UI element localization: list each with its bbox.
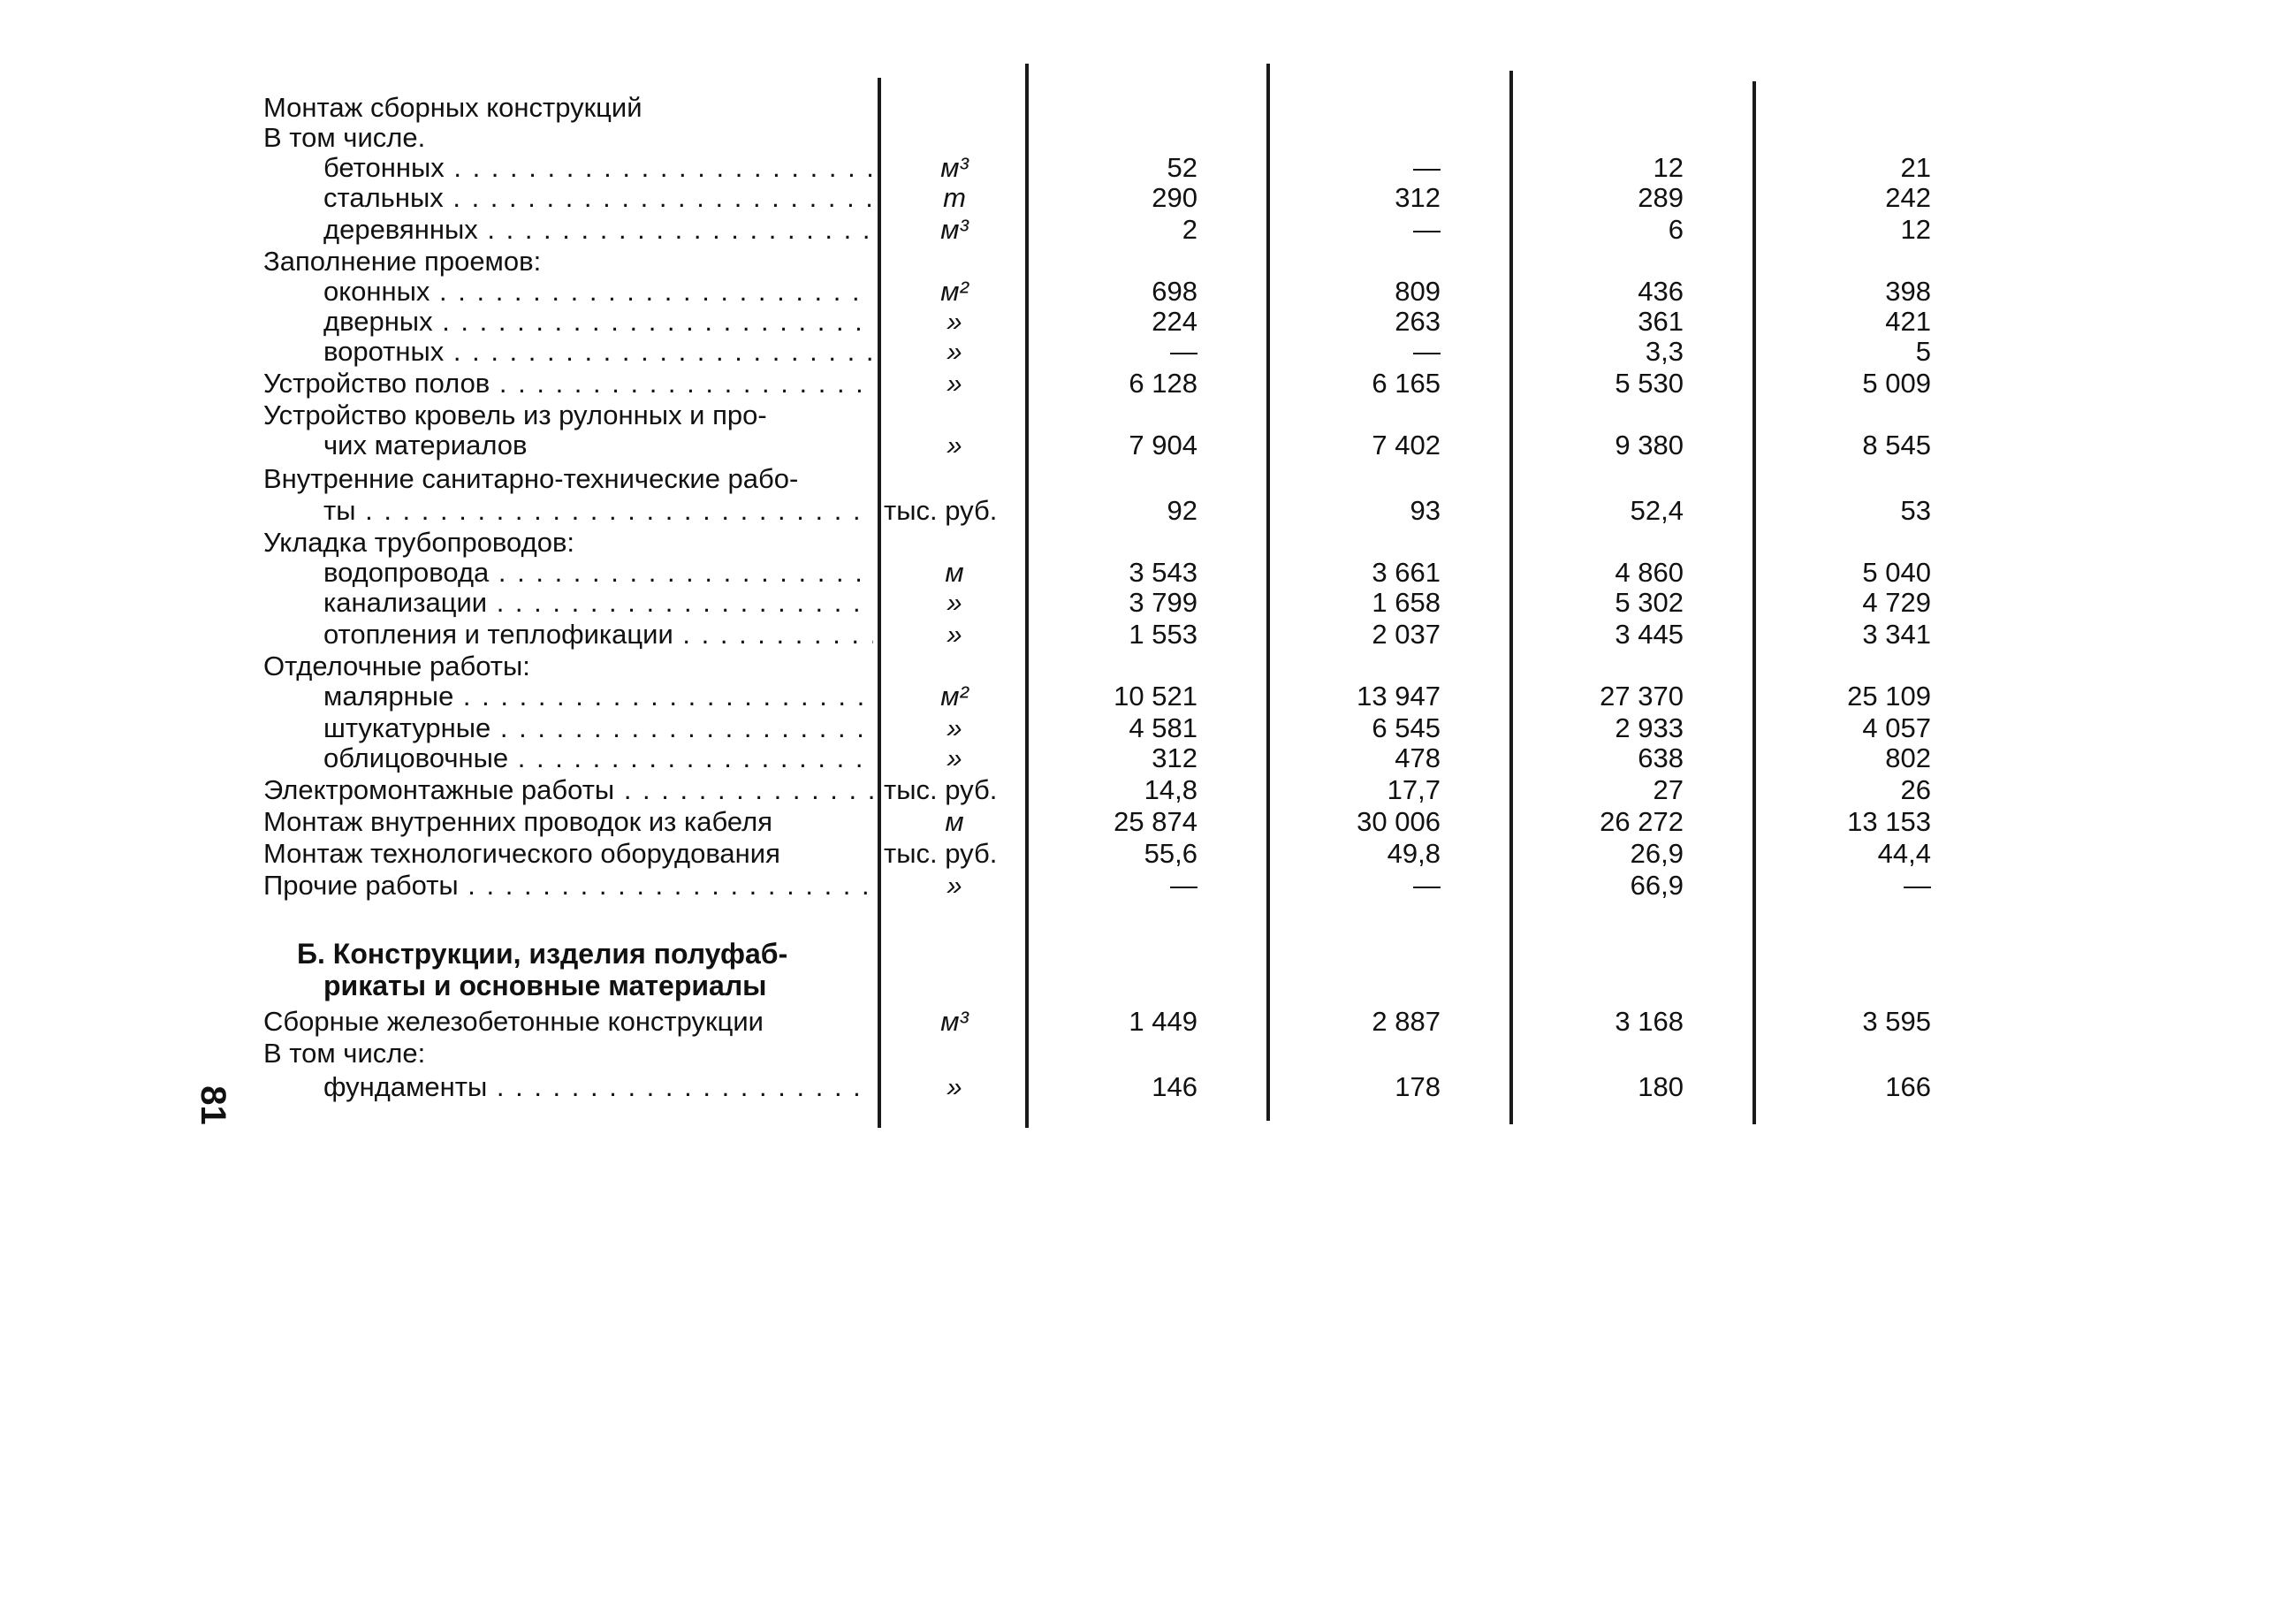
row-unit: » <box>947 430 962 460</box>
value-col-2: 178 <box>1395 1071 1441 1102</box>
row-label: Электромонтажные работы . . . <box>263 774 873 806</box>
value-col-3: 52,4 <box>1630 495 1684 526</box>
value-col-1: 224 <box>1152 306 1197 337</box>
row-label: Внутренние санитарно-технические рабо- <box>263 463 799 494</box>
value-col-3: 3 445 <box>1615 619 1684 650</box>
value-col-3: 26 272 <box>1600 806 1684 837</box>
table-row <box>0 182 2296 214</box>
row-unit: » <box>947 587 962 618</box>
value-col-1: — <box>1170 870 1197 901</box>
value-col-2: — <box>1413 214 1441 245</box>
section-b-heading-line1: Б. Конструкции, изделия полуфаб- <box>297 938 788 970</box>
value-col-4: 5 040 <box>1862 557 1931 588</box>
value-col-4: 25 109 <box>1847 681 1931 712</box>
table-row <box>0 712 2296 744</box>
row-unit: м³ <box>940 1006 969 1037</box>
value-col-1: 3 799 <box>1129 587 1197 618</box>
row-unit: » <box>947 368 962 399</box>
value-col-4: 5 <box>1915 336 1931 367</box>
value-col-2: 49,8 <box>1387 838 1441 869</box>
value-col-4: — <box>1904 870 1931 901</box>
value-col-2: — <box>1413 336 1441 367</box>
table-row <box>0 276 2296 308</box>
value-col-4: 12 <box>1900 214 1931 245</box>
value-col-3: 5 302 <box>1615 587 1684 618</box>
table-row <box>0 246 2296 278</box>
value-col-2: 13 947 <box>1357 681 1441 712</box>
table-row <box>0 619 2296 651</box>
value-col-3: 26,9 <box>1630 838 1684 869</box>
row-unit: » <box>947 306 962 337</box>
value-col-2: 3 661 <box>1372 557 1441 588</box>
row-unit: тыс. руб. <box>884 495 998 526</box>
row-label: Прочие работы . . . <box>263 870 873 902</box>
row-unit: » <box>947 742 962 773</box>
row-label: оконных . . . <box>323 276 873 308</box>
value-col-3: 289 <box>1638 182 1684 213</box>
value-col-1: 7 904 <box>1129 430 1197 460</box>
table-row <box>0 806 2296 838</box>
value-col-1: 2 <box>1182 214 1197 245</box>
value-col-1: 146 <box>1152 1071 1197 1102</box>
table-row <box>0 742 2296 774</box>
table-row <box>0 870 2296 902</box>
table-row <box>0 122 2296 154</box>
value-col-4: 3 595 <box>1862 1006 1931 1037</box>
value-col-4: 44,4 <box>1877 838 1931 869</box>
row-unit: м <box>945 557 964 588</box>
value-col-3: 12 <box>1653 152 1684 183</box>
table-row <box>0 152 2296 184</box>
value-col-4: 421 <box>1885 306 1931 337</box>
row-unit: » <box>947 870 962 901</box>
row-label: воротных . . . <box>323 336 873 368</box>
table-row <box>0 400 2296 431</box>
row-label: малярные . . . <box>323 681 873 712</box>
value-col-1: 698 <box>1152 276 1197 307</box>
row-label: отопления и теплофикации . . . <box>323 619 873 651</box>
row-label: чих материалов <box>323 430 528 460</box>
value-col-3: 9 380 <box>1615 430 1684 460</box>
row-label: канализации . . . <box>323 587 873 619</box>
table-row <box>0 557 2296 589</box>
row-label: Сборные железобетонные конструкции <box>263 1006 764 1037</box>
table-row <box>0 495 2296 527</box>
value-col-1: 6 128 <box>1129 368 1197 399</box>
row-label: В том числе: <box>263 1038 426 1069</box>
table-row <box>0 306 2296 338</box>
row-label: деревянных . . . <box>323 214 873 246</box>
value-col-4: 4 729 <box>1862 587 1931 618</box>
row-unit: м³ <box>940 214 969 245</box>
row-unit: » <box>947 619 962 650</box>
row-label: В том числе. <box>263 122 426 153</box>
row-label: Отделочные работы: <box>263 651 530 681</box>
row-label: Монтаж сборных конструкций <box>263 92 642 123</box>
value-col-2: 93 <box>1410 495 1441 526</box>
value-col-1: 1 553 <box>1129 619 1197 650</box>
table-row <box>0 1006 2296 1038</box>
row-unit: тыс. руб. <box>884 774 998 805</box>
value-col-3: 436 <box>1638 276 1684 307</box>
row-label: Монтаж внутренних проводок из кабеля <box>263 806 772 837</box>
value-col-4: 53 <box>1900 495 1931 526</box>
row-label: Устройство кровель из рулонных и про- <box>263 400 767 430</box>
value-col-3: 4 860 <box>1615 557 1684 588</box>
value-col-1: 4 581 <box>1129 712 1197 743</box>
value-col-4: 242 <box>1885 182 1931 213</box>
table-row <box>0 651 2296 682</box>
table-row <box>0 1038 2296 1069</box>
value-col-2: 2 887 <box>1372 1006 1441 1037</box>
value-col-3: 638 <box>1638 742 1684 773</box>
value-col-2: 6 545 <box>1372 712 1441 743</box>
row-unit: м² <box>940 276 969 307</box>
value-col-1: 92 <box>1167 495 1197 526</box>
row-label: водопровода . . . <box>323 557 873 589</box>
value-col-4: 3 341 <box>1862 619 1931 650</box>
value-col-1: 290 <box>1152 182 1197 213</box>
value-col-3: 5 530 <box>1615 368 1684 399</box>
value-col-4: 13 153 <box>1847 806 1931 837</box>
row-label: бетонных . . . <box>323 152 873 184</box>
value-col-3: 27 <box>1653 774 1684 805</box>
row-label: Укладка трубопроводов: <box>263 527 575 558</box>
value-col-1: 10 521 <box>1114 681 1197 712</box>
value-col-2: 7 402 <box>1372 430 1441 460</box>
row-unit: » <box>947 1071 962 1102</box>
value-col-4: 4 057 <box>1862 712 1931 743</box>
table-row <box>0 463 2296 495</box>
value-col-2: 17,7 <box>1387 774 1441 805</box>
table-row <box>0 527 2296 559</box>
row-label: штукатурные . . . <box>323 712 873 744</box>
value-col-1: 3 543 <box>1129 557 1197 588</box>
row-unit: м² <box>940 681 969 712</box>
value-col-1: 1 449 <box>1129 1006 1197 1037</box>
value-col-3: 180 <box>1638 1071 1684 1102</box>
value-col-3: 66,9 <box>1630 870 1684 901</box>
row-unit: тыс. руб. <box>884 838 998 869</box>
value-col-4: 166 <box>1885 1071 1931 1102</box>
value-col-3: 3 168 <box>1615 1006 1684 1037</box>
value-col-2: 2 037 <box>1372 619 1441 650</box>
value-col-3: 2 933 <box>1615 712 1684 743</box>
row-unit: » <box>947 336 962 367</box>
row-label: Устройство полов . . . <box>263 368 873 400</box>
value-col-2: 312 <box>1395 182 1441 213</box>
table-row <box>0 336 2296 368</box>
value-col-3: 27 370 <box>1600 681 1684 712</box>
value-col-2: 30 006 <box>1357 806 1441 837</box>
value-col-4: 21 <box>1900 152 1931 183</box>
value-col-3: 3,3 <box>1645 336 1684 367</box>
value-col-2: — <box>1413 152 1441 183</box>
table-row <box>0 92 2296 124</box>
value-col-3: 6 <box>1668 214 1684 245</box>
value-col-4: 398 <box>1885 276 1931 307</box>
row-unit: м³ <box>940 152 969 183</box>
table-row <box>0 1071 2296 1103</box>
table-row <box>0 838 2296 870</box>
table-row <box>0 587 2296 619</box>
table-row <box>0 368 2296 400</box>
value-col-4: 26 <box>1900 774 1931 805</box>
table-row <box>0 774 2296 806</box>
value-col-1: 25 874 <box>1114 806 1197 837</box>
row-label: облицовочные . . . <box>323 742 873 774</box>
value-col-2: 478 <box>1395 742 1441 773</box>
value-col-4: 8 545 <box>1862 430 1931 460</box>
value-col-2: 1 658 <box>1372 587 1441 618</box>
value-col-2: 263 <box>1395 306 1441 337</box>
value-col-1: 14,8 <box>1144 774 1197 805</box>
value-col-2: — <box>1413 870 1441 901</box>
row-label: Заполнение проемов: <box>263 246 542 277</box>
row-label: стальных . . . <box>323 182 873 214</box>
row-label: ты . . . <box>323 495 873 527</box>
value-col-2: 6 165 <box>1372 368 1441 399</box>
value-col-4: 5 009 <box>1862 368 1931 399</box>
value-col-1: 312 <box>1152 742 1197 773</box>
value-col-3: 361 <box>1638 306 1684 337</box>
value-col-1: 55,6 <box>1144 838 1197 869</box>
value-col-2: 809 <box>1395 276 1441 307</box>
table-row <box>0 214 2296 246</box>
row-label: фундаменты . . . <box>323 1071 873 1103</box>
row-unit: » <box>947 712 962 743</box>
row-label: Монтаж технологического оборудования <box>263 838 780 869</box>
page-number: 81 <box>193 1085 232 1125</box>
table-row <box>0 681 2296 712</box>
value-col-1: 52 <box>1167 152 1197 183</box>
row-label: дверных . . . <box>323 306 873 338</box>
row-unit: м <box>945 806 964 837</box>
value-col-4: 802 <box>1885 742 1931 773</box>
table-row <box>0 430 2296 461</box>
section-b-heading-line2: рикаты и основные материалы <box>323 970 767 1001</box>
value-col-1: — <box>1170 336 1197 367</box>
row-unit: т <box>943 182 966 213</box>
